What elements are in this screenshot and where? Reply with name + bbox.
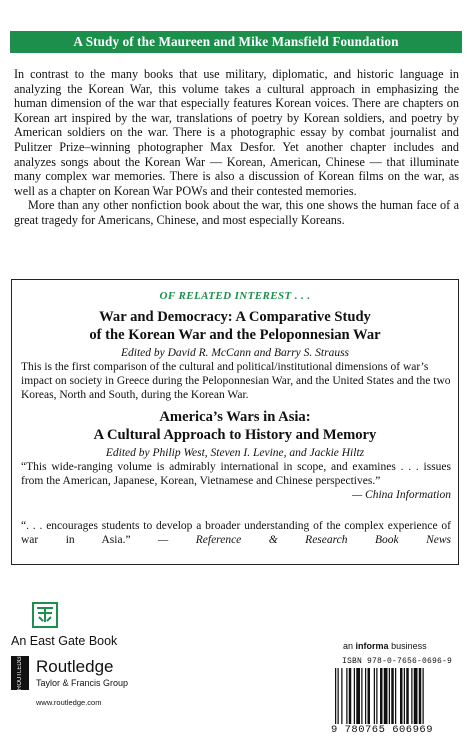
publisher-url: www.routledge.com	[36, 698, 102, 707]
barcode-bar	[338, 668, 339, 724]
barcode-bar	[354, 668, 355, 724]
informa-tagline	[343, 641, 427, 651]
book2-title-line1: America’s Wars in Asia:	[159, 409, 311, 425]
barcode-bar	[376, 668, 377, 724]
book2-quote1-text: “This wide-ranging volume is admirably international in scope, and examines . . . issues from the American, Japanese, Korean, Vietnamese and Chinese perspectives.”	[21, 461, 451, 487]
barcode-bar	[400, 668, 403, 724]
barcode-bar	[356, 668, 360, 724]
barcode-bar	[391, 668, 394, 724]
book1-editors: Edited by David R. McCann and Barry S. Strauss	[120, 347, 350, 359]
barcode-bar	[404, 668, 405, 724]
east-gate-imprint: An East Gate Book	[11, 634, 118, 648]
barcode-bar	[361, 668, 362, 724]
barcode-bar	[380, 668, 383, 724]
barcode-bar	[395, 668, 396, 724]
intro-paragraph-2: More than any other nonfiction book about the war, this one shows the human face of a great tragedy for Americans, Chinese, and most especially Koreans.	[14, 198, 459, 227]
informa-brand: informa	[355, 641, 389, 651]
barcode-bar	[384, 668, 388, 724]
barcode-bar	[374, 668, 375, 724]
barcode-icon	[331, 668, 457, 726]
intro-text	[14, 67, 459, 228]
barcode-bar	[341, 668, 342, 724]
barcode-bar	[406, 668, 409, 724]
publisher-group: Taylor & Francis Group	[36, 678, 129, 688]
informa-prefix: an	[343, 641, 354, 651]
related-heading: OF RELATED INTEREST . . .	[159, 290, 311, 302]
book1-title-line2: of the Korean War and the Peloponnesian War	[89, 327, 381, 343]
barcode-bar	[389, 668, 390, 724]
book2-quote1	[21, 460, 451, 502]
barcode-bar	[414, 668, 418, 724]
barcode-bar	[335, 668, 336, 724]
east-gate-logo-icon	[32, 602, 58, 628]
routledge-vertical-mark: ROUTLEDGE	[17, 652, 23, 690]
barcode-bar	[423, 668, 424, 724]
intro-paragraph-1: In contrast to the many books that use military, diplomatic, and historic language in analyzing the Korean War, this volume takes a cultural approach in emphasizing the human dimension of the war that especially features Korean voices. There are chapters on Korean art inspired by the war, translations of poetry by Korean soldiers, and poetry by American soldiers on the war. There is a photographic essay by combat journalist and Pulitzer Prize–winning photographer Max Desfor. Yet another chapter includes and analyzes songs about the Korean War — Korean, American, Chinese — that illuminate many complex war memories. There is also a discussion of Korean films on the war, as well as a chapter on Korean War POWs and their contested memories.	[14, 67, 459, 198]
barcode-bar	[411, 668, 412, 724]
book2-quote2	[21, 519, 451, 547]
publisher-name: Routledge	[36, 657, 114, 676]
book2-quote1-source: — China Information	[351, 489, 451, 501]
informa-suffix: business	[391, 641, 427, 651]
book1-title-line1: War and Democracy: A Comparative Study	[99, 309, 371, 325]
barcode-bar	[368, 668, 371, 724]
barcode-bar	[349, 668, 352, 724]
isbn-text: ISBN 978-0-7656-0696-9	[342, 657, 453, 666]
book2-editors: Edited by Philip West, Steven I. Levine, and Jackie Hiltz	[105, 447, 365, 459]
book2-title-line2: A Cultural Approach to History and Memory	[93, 427, 377, 443]
routledge-logo-icon	[11, 652, 29, 690]
barcode-bar	[419, 668, 422, 724]
series-banner: A Study of the Maureen and Mike Mansfield Foundation	[10, 31, 462, 53]
barcode-bar	[365, 668, 366, 724]
related-interest-box	[11, 279, 459, 565]
barcode-digits: 9 780765 606969	[331, 724, 434, 736]
barcode-bar	[346, 668, 347, 724]
book2-quote2-source: — Reference & Research Book News	[158, 534, 452, 546]
book2-quote2-text: “. . . encourages students to develop a broader understanding of the complex experience of war in Asia.”	[21, 520, 451, 546]
book1-description: This is the first comparison of the cultural and political/institutional dimensions of war’s impact on society in Greece during the Peloponnesian War, and the United States and the two Koreas, North and South, during the Korean War.	[21, 361, 451, 401]
